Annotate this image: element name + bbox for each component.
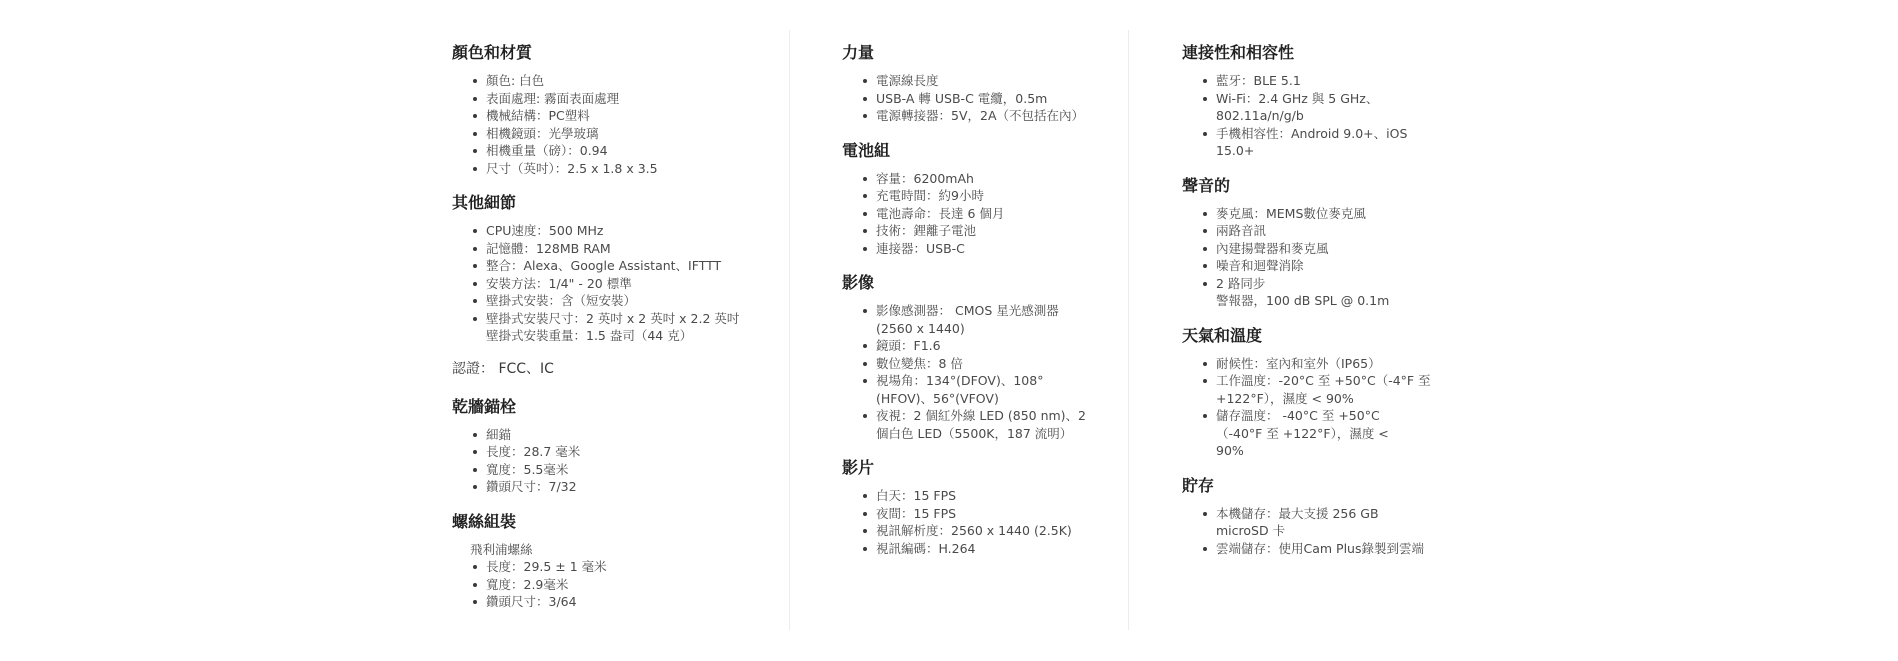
list-item: 長度：28.7 毫米 [486,443,772,461]
list-item-continuation: 警報器，100 dB SPL @ 0.1m [1216,293,1390,308]
spec-column-3 [1182,40,1442,570]
section-title-audio: 聲音的 [1182,175,1231,195]
screws-list [452,558,772,611]
list-item: 耐候性：室內和室外（IP65） [1216,355,1442,373]
list-item: 充電時間：約9小時 [876,187,1092,205]
column-divider [1128,30,1129,630]
list-item: 表面處理: 霧面表面處理 [486,90,772,108]
list-item: 藍牙：BLE 5.1 [1216,72,1442,90]
weather-list [1182,355,1442,460]
section-title-battery: 電池組 [842,140,891,160]
list-item: 工作溫度：-20°C 至 +50°C（-4°F 至 +122°F），濕度 < 90% [1216,372,1442,407]
spec-column-1 [452,40,772,624]
list-item: 內建揚聲器和麥克風 [1216,240,1442,258]
list-item: 連接器：USB-C [876,240,1092,258]
list-item: 麥克風：MEMS數位麥克風 [1216,205,1442,223]
screw-subtitle: 飛利浦螺絲 [470,541,533,557]
list-item: 噪音和迴聲消除 [1216,257,1442,275]
list-item: 寬度：2.9毫米 [486,576,772,594]
list-item: 寬度：5.5毫米 [486,461,772,479]
storage-list [1182,505,1442,558]
list-item: 視訊解析度：2560 x 1440 (2.5K) [876,522,1092,540]
list-item: CPU速度：500 MHz [486,222,772,240]
list-item: 鑽頭尺寸：3/64 [486,593,772,611]
certification-text: 認證： FCC、IC [452,360,554,377]
list-item: USB-A 轉 USB-C 電纜，0.5m [876,90,1092,108]
list-item: 影像感測器： CMOS 星光感測器 (2560 x 1440) [876,302,1092,337]
list-item: 相機鏡頭：光學玻璃 [486,125,772,143]
section-title-storage: 貯存 [1182,475,1215,495]
list-item: 視場角：134°(DFOV)、108°(HFOV)、56°(VFOV) [876,372,1092,407]
list-item: 白天：15 FPS [876,487,1092,505]
section-title-drywall: 乾牆錨栓 [452,396,517,416]
list-item: 手機相容性：Android 9.0+、iOS 15.0+ [1216,125,1442,160]
list-item: 2 路同步 [1216,275,1442,293]
list-item: 雲端儲存：使用Cam Plus錄製到雲端 [1216,540,1426,558]
list-item: 長度：29.5 ± 1 毫米 [486,558,772,576]
list-item: 數位變焦：8 倍 [876,355,1092,373]
list-item: 機械結構：PC塑料 [486,107,772,125]
list-item: 顏色: 白色 [486,72,772,90]
section-title-power: 力量 [842,43,875,62]
list-item: 安裝方法：1/4" - 20 標準 [486,275,772,293]
color-material-list [452,72,772,177]
section-title-color-material: 顏色和材質 [452,43,533,62]
list-item: 視訊編碼：H.264 [876,540,1092,558]
list-item: 壁掛式安裝尺寸：2 英吋 x 2 英吋 x 2.2 英吋 [486,310,740,326]
list-item: 夜間：15 FPS [876,505,1092,523]
section-title-image: 影像 [842,273,875,292]
other-details-list [452,222,772,345]
section-title-connectivity: 連接性和相容性 [1182,43,1295,62]
list-item: 整合：Alexa、Google Assistant、IFTTT [486,257,772,275]
spec-column-2 [842,40,1092,570]
section-title-other: 其他細節 [452,193,517,212]
column-divider [789,30,790,630]
list-item: 夜視：2 個紅外線 LED (850 nm)、2 個白色 LED（5500K，187 流明） [876,407,1092,442]
power-list [842,72,1092,125]
list-item: 電源轉接器：5V，2A（不包括在內） [876,107,1092,125]
video-list [842,487,1092,557]
drywall-list [452,426,772,496]
list-item: Wi-Fi：2.4 GHz 與 5 GHz、802.11a/n/g/b [1216,90,1442,125]
list-item: 容量：6200mAh [876,170,1092,188]
section-title-weather: 天氣和溫度 [1182,325,1263,345]
list-item: 壁掛式安裝：含（短安裝） [486,292,772,310]
list-item: 相機重量（磅）：0.94 [486,142,772,160]
list-item-continuation: 壁掛式安裝重量：1.5 盎司（44 克） [486,328,693,343]
list-item: 鏡頭：F1.6 [876,337,1092,355]
list-item: 鑽頭尺寸：7/32 [486,478,772,496]
battery-list [842,170,1092,258]
list-item: 尺寸（英吋）：2.5 x 1.8 x 3.5 [486,160,772,178]
list-item: 細錨 [486,426,772,444]
section-title-video: 影片 [842,458,875,477]
list-item: 電源線長度 [876,72,1092,90]
list-item: 兩路音訊 [1216,222,1442,240]
list-item: 記憶體：128MB RAM [486,240,772,258]
list-item: 電池壽命：長達 6 個月 [876,205,1092,223]
list-item: 儲存溫度： -40°C 至 +50°C（-40°F 至 +122°F），濕度 < 90% [1216,407,1416,460]
connectivity-list [1182,72,1442,160]
image-list [842,302,1092,442]
section-title-screws: 螺絲組裝 [452,511,517,531]
audio-list [1182,205,1442,310]
list-item: 本機儲存：最大支援 256 GB microSD 卡 [1216,505,1426,540]
list-item: 技術：鋰離子電池 [876,222,1092,240]
